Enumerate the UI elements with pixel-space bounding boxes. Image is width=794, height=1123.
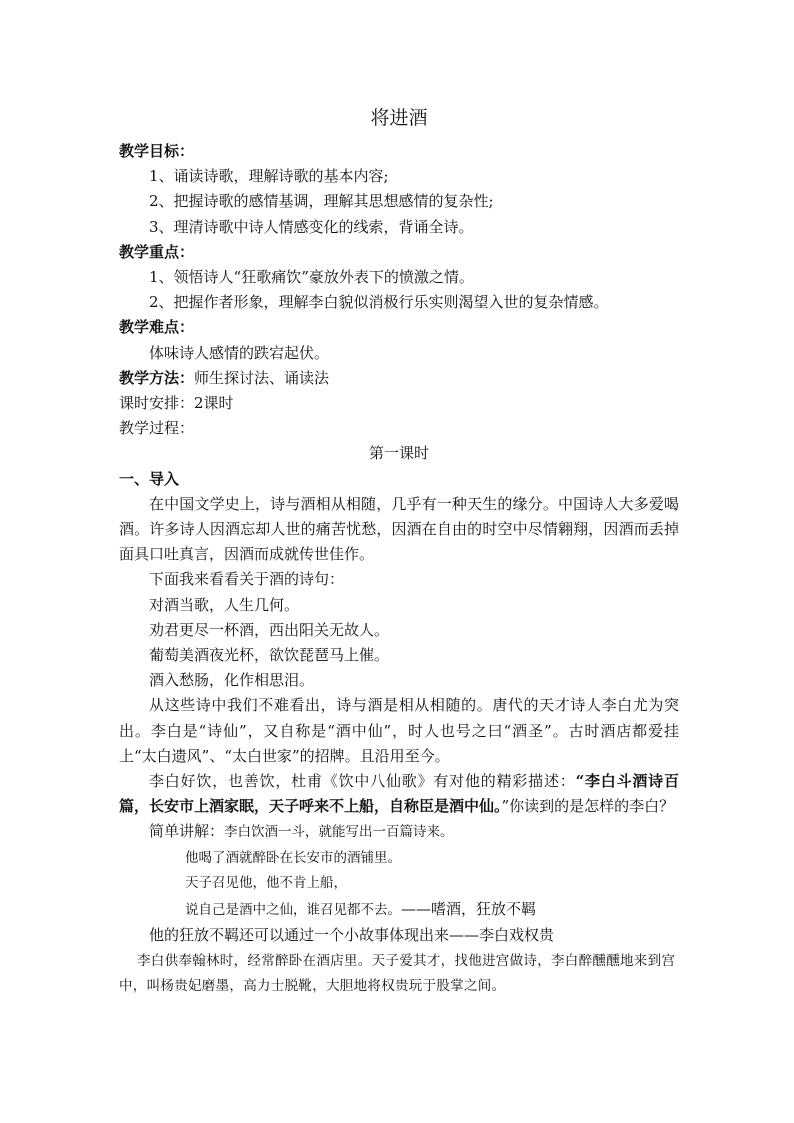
- explain-line: 李白饮酒一斗，就能写出一百篇诗来。: [224, 824, 454, 841]
- intro-paragraph: 在中国文学史上，诗与酒相从相随，几乎有一种天生的缘分。中国诗人大多爱喝酒。许多诗人因酒忘却人世的痛苦忧愁，因酒在自由的时空中尽情翱翔，因酒而丢掉面具口吐真言，因酒而成就传世佳作。: [119, 494, 679, 564]
- process-line: 教学过程：: [119, 419, 195, 438]
- goal-item: 3、理清诗歌中诗人情感变化的线索，背诵全诗。: [149, 217, 474, 236]
- explain-tail: ——嗜酒，狂放不羁: [401, 899, 537, 918]
- page-title: 将进酒: [370, 107, 428, 129]
- keys-heading: 教学重点：: [119, 242, 195, 261]
- story-paragraph: 李白供奉翰林时，经常醉卧在酒店里。天子爱其才，找他进宫做诗，李白醉醺醺地来到宫中，叫杨贵妃磨墨，高力士脱靴，大胆地将权贵玩于股掌之间。: [119, 952, 676, 995]
- explain-first-line: [119, 819, 679, 846]
- document-body: [119, 104, 679, 1000]
- dufu-question: ”你读到的是怎样的李白？: [501, 797, 675, 816]
- method-line: [119, 366, 679, 391]
- poem-line: 劝君更尽一杯酒，西出阳关无故人。: [149, 620, 390, 639]
- key-item: 1、领悟诗人“狂歌痛饮”豪放外表下的愤激之情。: [149, 268, 474, 287]
- method-label: 教学方法：: [119, 368, 195, 387]
- explain-line: 天子召见他，他不肯上船，: [185, 875, 347, 892]
- dufu-text: 李白好饮，也善饮，杜甫《饮中八仙歌》有对他的精彩描述：: [149, 772, 576, 791]
- explain-line: 他喝了酒就醉卧在长安市的酒铺里。: [185, 849, 401, 866]
- dufu-quote: “李白斗酒诗百篇，长安市上酒家眠，天子呼来不上船，自称臣是酒中仙。: [119, 772, 679, 816]
- poem-line: 葡萄美酒夜光杯，欲饮琵琶马上催。: [149, 646, 390, 665]
- method-text: 师生探讨法、诵读法: [194, 368, 330, 387]
- explain-line: 说自己是酒中之仙，谁召见都不去。: [185, 901, 401, 918]
- goal-item: 2、把握诗歌的感情基调，理解其思想感情的复杂性;: [149, 192, 494, 211]
- goals-heading: 教学目标：: [119, 142, 195, 160]
- explain-last-line: [119, 897, 679, 924]
- schedule-line: 课时安排：2课时: [119, 394, 234, 413]
- intro-heading: 一、导入: [119, 469, 180, 488]
- explain-label: 简单讲解：: [149, 822, 225, 841]
- difficulty-heading: 教学难点：: [119, 318, 195, 337]
- poem-lead: 下面我来看看关于酒的诗句：: [149, 570, 345, 589]
- lesson-heading: 第一课时: [368, 444, 429, 463]
- difficulty-text: 体味诗人感情的跌宕起伏。: [149, 343, 330, 362]
- poem-line: 酒入愁肠，化作相思泪。: [149, 671, 315, 690]
- goal-item: 1、诵读诗歌，理解诗歌的基本内容;: [149, 167, 389, 186]
- libai-paragraph: 从这些诗中我们不难看出，诗与酒是相从相随的。唐代的天才诗人李白尤为突出。李白是“诗仙”，又自称是“酒中仙”，时人也号之曰“酒圣”。古时酒店都爱挂上“太白遗风”、“太白世家”的招牌。且沿用至今。: [119, 696, 679, 765]
- poem-line: 对酒当歌，人生几何。: [149, 595, 300, 614]
- story-lead: 他的狂放不羁还可以通过一个小故事体现出来——李白戏权贵: [149, 926, 555, 945]
- key-item: 2、把握作者形象，理解李白貌似消极行乐实则渴望入世的复杂情感。: [149, 293, 609, 312]
- dufu-paragraph: [119, 769, 679, 819]
